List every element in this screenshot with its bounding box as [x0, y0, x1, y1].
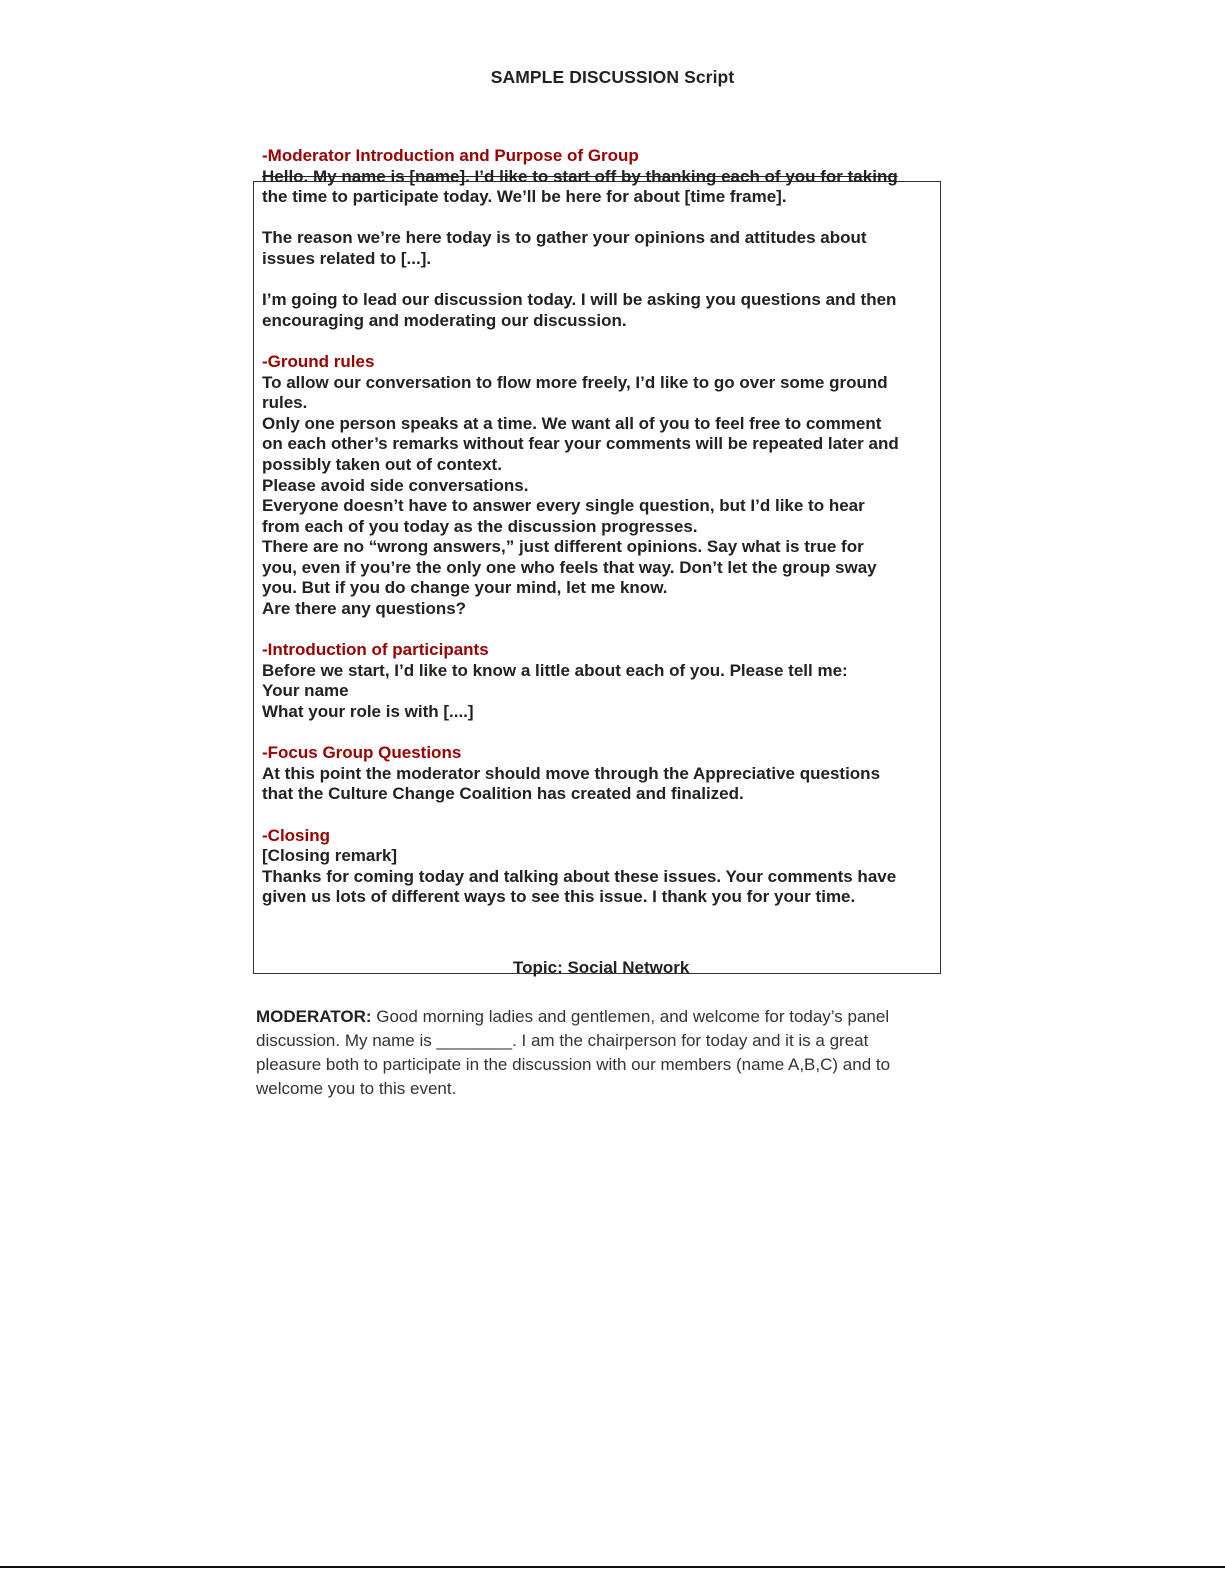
script-line: Everyone doesn’t have to answer every single question, but I’d like to hear — [262, 496, 865, 516]
discussion-script — [262, 146, 952, 908]
script-line: encouraging and moderating our discussion. — [262, 310, 627, 330]
moderator-line: Good morning ladies and gentlemen, and welcome for today’s panel — [371, 1007, 890, 1026]
section-heading-intro: -Moderator Introduction and Purpose of Group — [262, 146, 639, 165]
section-heading-questions: -Focus Group Questions — [262, 743, 462, 763]
blank-line — [262, 723, 952, 744]
script-line: issues related to [...]. — [262, 248, 432, 268]
script-line: Before we start, I’d like to know a little about each of you. Please tell me: — [262, 660, 848, 680]
section-heading-closing: -Closing — [262, 825, 330, 845]
blank-line — [262, 620, 952, 641]
blank-line — [262, 805, 952, 826]
script-line: possibly taken out of context. — [262, 454, 502, 474]
script-line: you. But if you do change your mind, let me know. — [262, 578, 668, 598]
script-line: that the Culture Change Coalition has created and finalized. — [262, 784, 744, 804]
script-line: Please avoid side conversations. — [262, 475, 529, 495]
script-line: given us lots of different ways to see this issue. I thank you for your time. — [262, 887, 856, 907]
script-line: Are there any questions? — [262, 599, 467, 619]
topic-label: Topic: Social Network — [513, 958, 690, 977]
script-line: Hello. My name is [name]. I’d like to start off by thanking each of you for taking — [262, 166, 898, 186]
script-line: on each other’s remarks without fear your comments will be repeated later and — [262, 434, 899, 454]
script-line: To allow our conversation to flow more freely, I’d like to go over some ground — [262, 372, 888, 392]
moderator-label: MODERATOR: — [256, 1007, 372, 1026]
document-title: SAMPLE DISCUSSION Script — [490, 67, 735, 87]
moderator-line: welcome you to this event. — [256, 1079, 457, 1098]
script-line: At this point the moderator should move through the Appreciative questions — [262, 763, 881, 783]
moderator-paragraph — [256, 1005, 956, 1101]
script-line: I’m going to lead our discussion today. I will be asking you questions and then — [262, 290, 897, 310]
script-line: [Closing remark] — [262, 846, 398, 866]
script-line: rules. — [262, 393, 308, 413]
script-line: There are no “wrong answers,” just different opinions. Say what is true for — [262, 537, 864, 557]
page-bottom-border — [0, 1566, 1225, 1568]
moderator-line: discussion. My name is ________. I am the chairperson for today and it is a great — [256, 1031, 869, 1050]
script-line: from each of you today as the discussion progresses. — [262, 516, 698, 536]
script-line: What your role is with [....] — [262, 702, 474, 722]
section-heading-participants: -Introduction of participants — [262, 640, 489, 660]
script-line: Thanks for coming today and talking about these issues. Your comments have — [262, 866, 897, 886]
blank-line — [262, 270, 952, 291]
section-heading-ground-rules: -Ground rules — [262, 351, 375, 371]
script-line: the time to participate today. We’ll be here for about [time frame]. — [262, 187, 787, 207]
script-line: The reason we’re here today is to gather your opinions and attitudes about — [262, 228, 867, 248]
script-line: Only one person speaks at a time. We want all of you to feel free to comment — [262, 413, 882, 433]
script-line: Your name — [262, 681, 349, 701]
blank-line — [262, 331, 952, 352]
blank-line — [262, 208, 952, 229]
script-line: you, even if you’re the only one who feels that way. Don’t let the group sway — [262, 557, 877, 577]
moderator-line: pleasure both to participate in the discussion with our members (name A,B,C) and to — [256, 1055, 891, 1074]
